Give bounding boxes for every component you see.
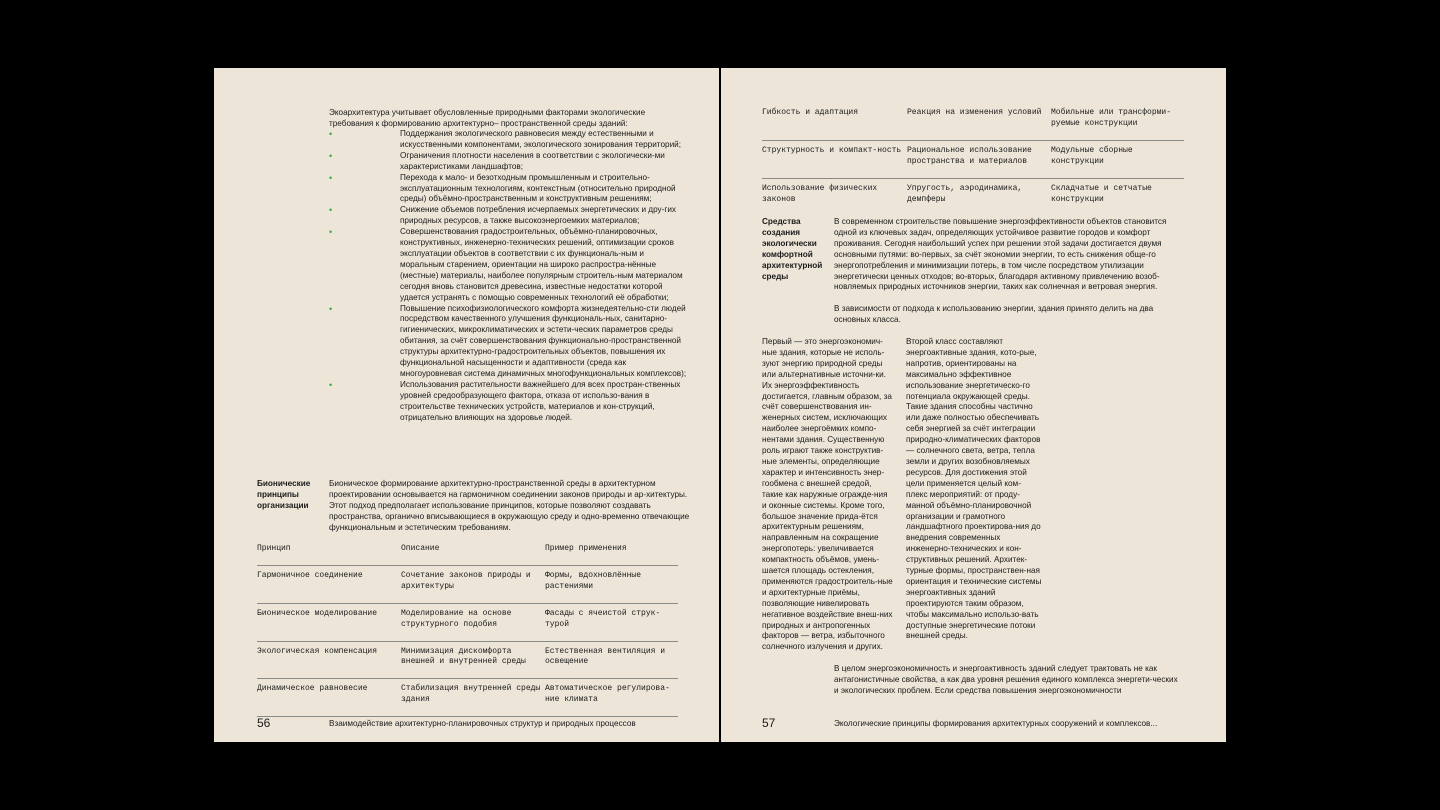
table-cell: Использование физических законов (762, 183, 878, 204)
running-footer: Взаимодействие архитектурно-планировочных структур и природных процессов (329, 719, 636, 728)
bullet-icon: • (329, 129, 333, 139)
table-cell: Фасады с ячеистой струк-турой (545, 603, 678, 641)
list-item: • Использования растительности важнейшего для всех простран-ственных уровней средообразующего фактора, отказа от использо-вания в строительстве технических устройств, материалов и кон-струкций, отрицательно влияющих на здоровье людей. (329, 379, 681, 422)
bullet-icon: • (329, 172, 333, 183)
section-paragraph-3: В целом энергоэкономичность и энергоактивность зданий следует трактовать не как антагонистичные свойства, а как два уровня решения единого комплекса энергети-ческих и экологических проблем. Если средства повышения энергоэкономичности (834, 664, 1178, 695)
section-paragraph-1: В современном строительстве повышение энергоэффективности объектов становится одной из ключевых задач, определяющих устойчивое развитие городов и комфорт проживания. Сегодня наибольший успех при решении этой задачи достигается двумя основными путями: во-первых, за счёт экономии энергии, то есть снижения обще-го энергопотребления и минимизации потерь, в том числе посредством утилизации энергетически ценных отходов; во-вторых, благодаря активному привлечению возоб-новляемых природных источников энергии, таких как солнечная и ветровая энергия. (834, 217, 1167, 292)
table-cell: Реакция на изменения условий (907, 108, 1051, 140)
table-cell: Модульные сборные конструкции (1051, 140, 1184, 178)
left-page (214, 68, 719, 742)
running-footer: Экологические принципы формирования архитектурных сооружений и комплексов... (834, 719, 1158, 728)
table-cell: Экологическая компенсация (257, 641, 401, 679)
bullet-icon: • (329, 303, 333, 314)
table-row (257, 565, 678, 603)
bullet-icon: • (329, 205, 333, 216)
section-paragraph-2: В зависимости от подхода к использованию энергии, здания принято делить на два основных класса. (834, 304, 1154, 324)
principles-table (257, 544, 678, 717)
table-row (762, 178, 1184, 205)
list-item: • Повышение психофизиологического комфорта жизнедеятельно-сти людей посредством качественного улучшения функциональ-ных, санитарно-гигиенических, микроклиматических и эстети-ческих параметров среды обитания, за счёт совершенствования функционально-пространственной структуры архитектурно-градостроительных объектов, повышения их функциональной насыщенности и адаптивности (среда как многоуровневая система динамичных многофункциональных комплексов); (329, 303, 687, 378)
table-cell: Естественная вентиляция и освещение (545, 641, 678, 679)
list-item: • Перехода к мало- и безотходным промышленным и строительно-эксплуатационным технологиям, контекстным (относительно природной среды) объёмно-пространственным и конструктивным решениям; (329, 172, 676, 204)
table-cell: Сочетание законов природы и архитектуры (401, 565, 545, 603)
page-number: 56 (257, 716, 271, 730)
table-cell: Упругость, аэродинамика, демпферы (907, 183, 1023, 204)
section-heading: Средства создания экологически комфортной архитектурной среды (762, 217, 823, 281)
table-header-cell: Принцип (257, 544, 401, 565)
requirements-list (329, 129, 689, 423)
table-cell: Формы, вдохновлённые растениями (545, 565, 678, 603)
column-second-class: Второй класс составляют энергоактивные здания, кото-рые, напротив, ориентированы на максимально эффективное использование энергетическо-го потенциала окружающей среды. Такие здания способны частично или даже полностью обеспечивать себя энергией за счёт интеграции природно-климатических факторов — солнечного света, ветра, тепла земли и других возобновляемых ресурсов. Для достижения этой цели применяется целый ком-плекс мероприятий: от проду-манной объёмно-планировочной организации и грамотного ландшафтного проектирова-ния до внедрения современных инженерно-технических и кон-структивных решений. Архитек-турные формы, пространствен-ная ориентация и технические системы энергоактивных зданий проектируются таким образом, чтобы максимально использо-вать доступные энергетические потоки внешней среды. (906, 337, 1042, 641)
list-item: • Совершенствования градостроительных, объёмно-планировочных, конструктивных, инженерно-технических решений, оптимизации сроков эксплуатации объектов в соответствии с их функциональ-ным и моральным старением, ориентации на широко распростра-нённые (местные) материалы, наиболее популярным строитель-ным материалом сегодня вновь становится древесина, известные недостатки которой удается устранять с помощью современных технологий её обработки; (329, 227, 683, 302)
table-header-cell: Пример применения (545, 544, 678, 565)
principles-table-continued (762, 108, 1184, 205)
section-heading: Бионические принципы организации (257, 479, 311, 510)
table-cell: Стабилизация внутренней среды здания (401, 679, 545, 717)
section-paragraph: Бионическое формирование архитектурно-пространственной среды в архитектурном проектировании основывается на гармоничном соединении законов природы и ар-хитектуры. Этот подход предполагает использование принципов, которые позволяют создавать пространства, органично вписывающиеся в окружающую среду и одно-временно отвечающие функциональным и эстетическим требованиям. (329, 479, 690, 532)
list-item: • Снижение объемов потребления исчерпаемых энергетических и дру-гих природных ресурсов, а также высокоэнергоемких материалов; (329, 205, 677, 226)
right-page (721, 68, 1226, 742)
table-row (257, 679, 678, 717)
table-cell: Складчатые и сетчатые конструкции (1051, 183, 1152, 204)
intro-paragraph: Экоархитектура учитывает обусловленные природными факторами экологические требования к формированию архитектурно– пространственной среды зданий: (329, 108, 646, 128)
table-cell: Структурность и компакт-ность (762, 140, 907, 178)
table-cell: Бионическое моделирование (257, 603, 401, 641)
table-cell: Моделирование на основе структурного подобия (401, 603, 545, 641)
table-cell: Рациональное использование пространства и материалов (907, 140, 1051, 178)
table-cell: Гибкость и адаптация (762, 108, 907, 140)
list-item: • Поддержания экологического равновесия между естественными и искусственными компонентами, экологического зонирования территорий; (329, 129, 681, 149)
bullet-icon: • (329, 379, 333, 390)
list-item: • Ограничения плотности населения в соответствии с экологически-ми характеристиками ландшафтов; (329, 150, 665, 171)
table-row (257, 641, 678, 679)
bullet-icon: • (329, 227, 333, 238)
table-row (762, 108, 1184, 140)
table-cell: Динамическое равновесие (257, 679, 401, 717)
table-cell: Мобильные или трансформи-руемые конструкции (1051, 108, 1184, 140)
table-header-row (257, 544, 678, 565)
table-cell: Минимизация дискомфорта внешней и внутренней среды (401, 641, 545, 679)
table-header-cell: Описание (401, 544, 545, 565)
table-row (762, 140, 1184, 178)
bullet-icon: • (329, 150, 333, 161)
column-first-class: Первый — это энергоэкономич-ные здания, которые не исполь-зуют энергию природной среды или альтернативные источни-ки. Их энергоэффективность достигается, главным образом, за счёт совершенствования ин-женерных систем, исключающих наиболее энергоёмких компо-нентами здания. Существенную роль играют также конструктив-ные элементы, определяющие характер и интенсивность энер-гообмена с внешней средой, такие как наружные огражде-ния и оконные системы. Кроме того, большое значение прида-ётся архитектурным решениям, направленным на сокращение энергопотерь: увеличивается компактность объёмов, умень-шается площадь остекления, применяются градостроитель-ные и архитектурные приёмы, позволяющие нивелировать негативное воздействие внеш-них природных и антропогенных факторов — ветра, избыточного солнечного излучения и других. (762, 337, 893, 652)
table-cell: Автоматическое регулирова-ние климата (545, 679, 678, 717)
table-row (257, 603, 678, 641)
table-cell: Гармоничное соединение (257, 565, 401, 603)
page-number: 57 (762, 716, 776, 730)
